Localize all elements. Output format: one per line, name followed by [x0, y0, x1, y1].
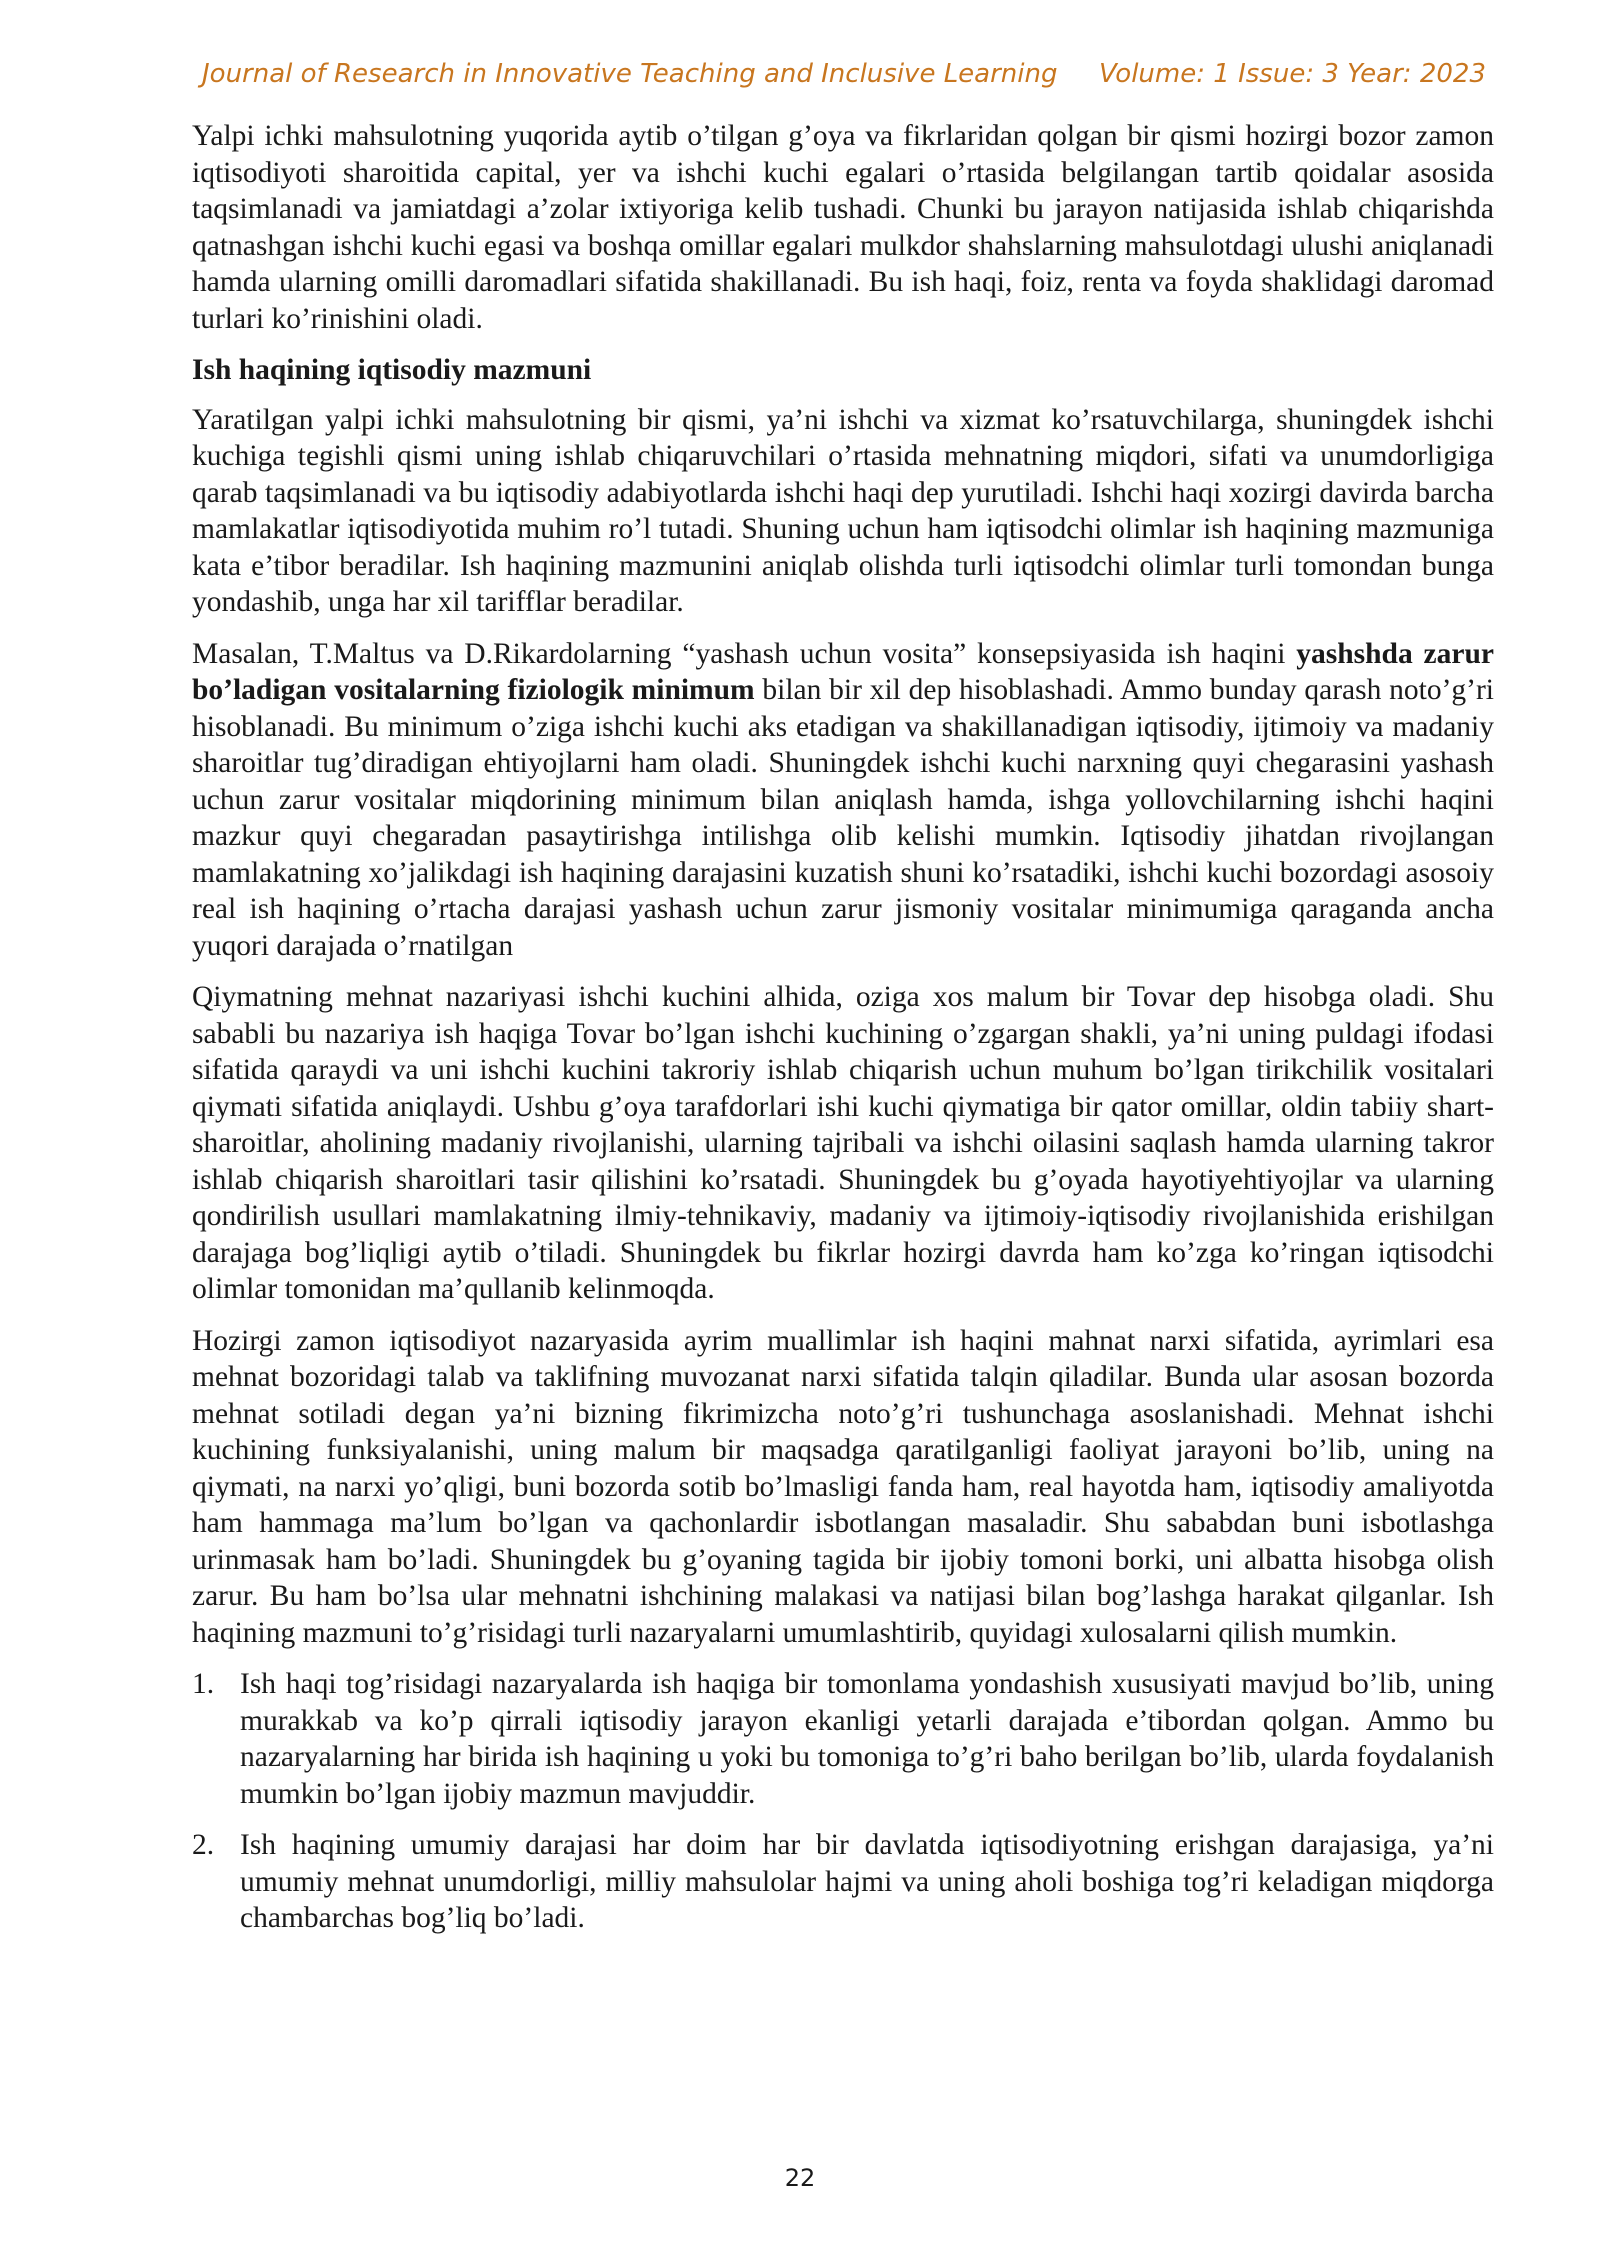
paragraph-1: Yalpi ichki mahsulotning yuqorida aytib o’tilgan g’oya va fikrlaridan qolgan bir qismi hozirgi bozor zamon iqtisodiyoti sharoitida capital, yer va ishchi kuchi egalari o’rtasida belgilangan tartib qoidalar asosida taqsimlanadi va jamiatdagi a’zolar ixtiyoriga kelib tushadi. Chunki bu jarayon natijasida ishlab chiqarishda qatnashgan ishchi kuchi egasi va boshqa omillar egalari mulkdor shahslarning mahsulotdagi ulushi aniqlanadi hamda ularning omilli daromadlari sifatida shakillanadi. Bu ish haqi, foiz, renta va foyda shaklidagi daromad turlari ko’rinishini oladi.	[192, 120, 1494, 335]
page-number: 22	[784, 2164, 816, 2192]
list-item-text: Ish haqi tog’risidagi nazaryalarda ish haqiga bir tomonlama yondashish xususiyati mavjud bo’lib, uning murakkab va ko’p qirrali iqtisodiy jarayon ekanligi yetarli darajada e’tibordan qolgan. Ammo bu nazaryalarning har birida ish haqining u yoki bu tomoniga to’g’ri baho berilgan bo’lib, ularda foydalanish mumkin bo’lgan ijobiy mazmun mavjuddir.	[240, 1668, 1494, 1810]
list-item	[192, 1666, 1494, 1812]
paragraph-3-start: Masalan, T.Maltus va D.Rikardolarning “yashash uchun vosita” konsepsiyasida ish haqini	[192, 637, 1297, 670]
list-item-number: 1.	[192, 1668, 215, 1700]
issue-label: Issue:	[1238, 59, 1315, 89]
issue-value: 3	[1322, 59, 1339, 89]
volume-issue-year	[1099, 56, 1486, 92]
paragraph-5: Hozirgi zamon iqtisodiyot nazaryasida ayrim muallimlar ish haqini mahnat narxi sifatida, ayrimlari esa mehnat bozoridagi talab va taklifning muvozanat narxi sifatida talqin qiladilar. Bunda ular asosan bozorda mehnat sotiladi degan ya’ni bizning fikrimizcha noto’g’ri tushunchaga asoslanishadi. Mehnat ishchi kuchining funksiyalanishi, uning malum bir maqsadga qaratilganligi faoliyat jarayoni bo’lib, uning na qiymati, na narxi yo’qligi, buni bozorda sotib bo’lmasligi fanda ham, real hayotda ham, iqtisodiy amaliyotda ham hammaga ma’lum bo’lgan va qachonlardir isbotlangan masaladir. Shu sababdan buni isbotlashga urinmasak ham bo’ladi. Shuningdek bu g’oyaning tagida bir ijobiy tomoni borki, uni albatta hisobga olish zarur. Bu ham bo’lsa ular mehnatni ishchining malakasi va natijasi bilan bog’lashga harakat qilganlar. Ish haqining mazmuni to’g’risidagi turli nazaryalarni umumlashtirib, quyidagi xulosalarni qilish mumkin.	[192, 1324, 1494, 1649]
journal-title: Journal of Research in Innovative Teaching and Inclusive Learning	[202, 59, 1058, 89]
paragraph-3-bold: yashshda zarur bo’ladigan vositalarning fiziologik minimum	[192, 637, 1494, 706]
list-item-text: Ish haqining umumiy darajasi har doim har bir davlatda iqtisodiyotning erishgan darajasiga, ya’ni umumiy mehnat unumdorligi, milliy mahsulolar hajmi va uning aholi boshiga tog’ri keladigan miqdorga chambarchas bog’liq bo’ladi.	[240, 1829, 1494, 1934]
list-item-number: 2.	[192, 1829, 215, 1861]
paragraph-3-end: bilan bir xil dep hisoblashadi. Ammo bunday qarash noto’g’ri hisoblanadi. Bu minimum o’ziga ishchi kuchi aks etadigan va shakillanadigan iqtisodiy, ijtimoiy va madaniy sharoitlar tug’diradigan ehtiyojlarni ham oladi. Shuningdek ishchi kuchi narxning quyi chegarasini yashash uchun zarur vositalar miqdorining minimum bilan aniqlash hamda, ishga yollovchilarning ishchi haqini mazkur quyi chegaradan pasaytirishga intilishga olib kelishi mumkin. Iqtisodiy jihatdan rivojlangan mamlakatning xo’jalikdagi ish haqining darajasini kuzatish shuni ko’rsatadiki, ishchi kuchi bozordagi asosoiy real ish haqining o’rtacha darajasi yashash uchun zarur jismoniy vositalar minimumiga qaraganda ancha yuqori darajada o’rnatilgan	[192, 674, 1494, 962]
year-label: Year:	[1347, 59, 1412, 89]
section-heading: Ish haqining iqtisodiy mazmuni	[192, 354, 592, 386]
year-value: 2023	[1419, 59, 1486, 89]
conclusions-list	[192, 1666, 1494, 1937]
paragraph-4: Qiymatning mehnat nazariyasi ishchi kuchini alhida, oziga xos malum bir Tovar dep hisobga oladi. Shu sababli bu nazariya ish haqiga Tovar bo’lgan ishchi kuchining o’zgargan shakli, ya’ni uning puldagi ifodasi sifatida qaraydi va uni ishchi kuchini takroriy ishlab chiqarish uchun muhum bo’lgan tirikchilik vositalari qiymati sifatida aniqlaydi. Ushbu g’oya tarafdorlari ishi kuchi qiymatiga bir qator omillar, oldin tabiiy shart-sharoitlar, aholining madaniy rivojlanishi, ularning tajribali va ishchi oilasini saqlash hamda ularning takror ishlab chiqarish sharoitlari tasir qilishini ko’rsatadi. Shuningdek bu g’oyada hayotiyehtiyojlar va ularning qondirilish usullari mamlakatning ilmiy-tehnikaviy, madaniy va ijtimoiy-iqtisodiy rivojlanishida erishilgan darajaga bog’liqligi aytib o’tiladi. Shuningdek bu fikrlar hozirgi davrda ham ko’zga ko’ringan iqtisodchi olimlar tomonidan ma’qullanib kelinmoqda.	[192, 981, 1494, 1305]
volume-value: 1	[1213, 59, 1230, 89]
article-body	[192, 118, 1494, 1952]
volume-label: Volume:	[1099, 59, 1205, 89]
list-item	[192, 1827, 1494, 1937]
paragraph-3	[192, 636, 1494, 965]
paragraph-2: Yaratilgan yalpi ichki mahsulotning bir qismi, ya’ni ishchi va xizmat ko’rsatuvchilarga, shuningdek ishchi kuchiga tegishli qismi uning ishlab chiqaruvchilari o’rtasida mehnatning miqdori, sifati va unumdorligiga qarab taqsimlanadi va bu iqtisodiy adabiyotlarda ishchi haqi dep yurutiladi. Ishchi haqi xozirgi davirda barcha mamlakatlar iqtisodiyotida muhim ro’l tutadi. Shuning uchun ham iqtisodchi olimlar ish haqining mazmuniga kata e’tibor beradilar. Ish haqining mazmunini aniqlab olishda turli iqtisodchi olimlar turli tomondan bunga yondashib, unga har xil tarifflar beradilar.	[192, 403, 1494, 618]
